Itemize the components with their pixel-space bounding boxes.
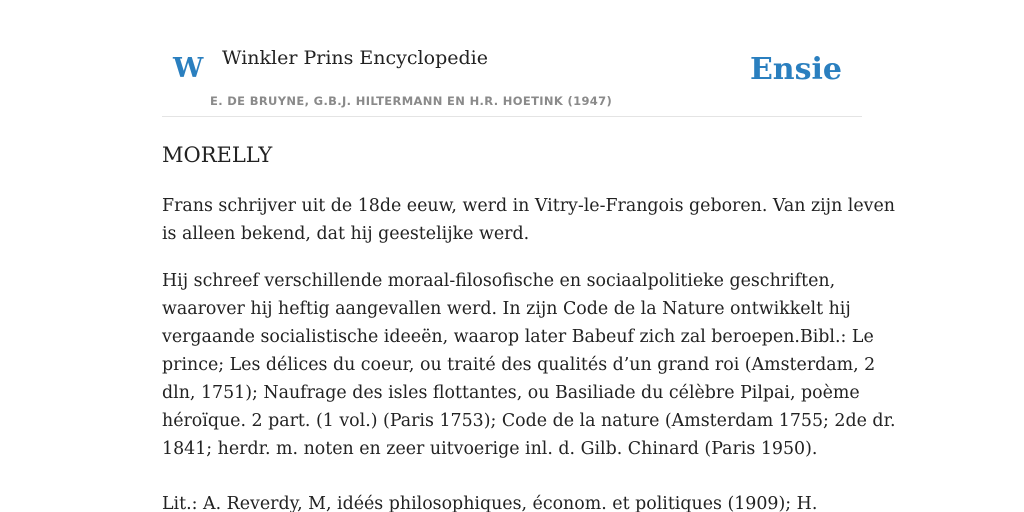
ensie-logo[interactable]: Ensie bbox=[749, 52, 842, 87]
paragraph-line: is alleen bekend, dat hij geestelijke werd. bbox=[162, 224, 530, 244]
paragraph-line: vergaande socialistische ideeën, waarop later Babeuf zich zal beroepen.Bibl.: Le bbox=[162, 327, 874, 347]
paragraph-line: héroïque. 2 part. (1 vol.) (Paris 1753); Code de la nature (Amsterdam 1755; 2de dr. bbox=[162, 411, 896, 431]
paragraph-line: Lit.: A. Reverdy, M, idéés philosophiques, économ. et politiques (1909); H. bbox=[162, 494, 818, 512]
paragraph-line: Hij schreef verschillende moraal-filosofische en sociaalpolitieke geschriften, bbox=[162, 271, 836, 291]
paragraph bbox=[162, 192, 895, 248]
paragraph bbox=[162, 267, 896, 463]
site-header bbox=[162, 0, 862, 117]
encyclopedia-authors: E. DE BRUYNE, G.B.J. HILTERMANN EN H.R. HOETINK (1947) bbox=[210, 94, 613, 108]
article bbox=[162, 138, 896, 512]
paragraph-line: prince; Les délices du coeur, ou traité des qualités d’un grand roi (Amsterdam, 2 bbox=[162, 355, 876, 375]
paragraph bbox=[162, 490, 862, 512]
paragraph-line: 1841; herdr. m. noten en zeer uitvoerige inl. d. Gilb. Chinard (Paris 1950). bbox=[162, 439, 818, 459]
paragraph-line: Frans schrijver uit de 18de eeuw, werd in Vitry-le-Frangois geboren. Van zijn leven bbox=[162, 196, 895, 216]
paragraph-line: dln, 1751); Naufrage des isles flottantes, ou Basiliade du célèbre Pilpai, poème bbox=[162, 383, 860, 403]
article-title: MORELLY bbox=[162, 143, 273, 167]
logo-w-icon[interactable]: W bbox=[173, 53, 204, 84]
encyclopedia-title[interactable]: Winkler Prins Encyclopedie bbox=[222, 47, 488, 69]
paragraph-line: waarover hij heftig aangevallen werd. In zijn Code de la Nature ontwikkelt hij bbox=[162, 299, 851, 319]
